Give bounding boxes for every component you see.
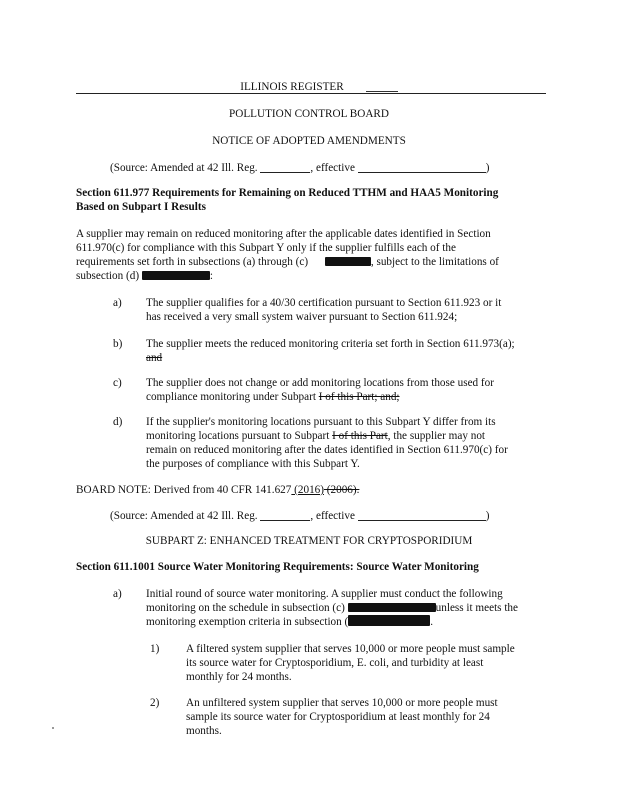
subitem-1-line-3: monthly for 24 months.	[186, 671, 292, 683]
scan-speck	[52, 727, 54, 729]
section-977-para-1: A supplier may remain on reduced monitoring after the applicable dates identified in Section	[76, 228, 491, 240]
redaction-mark	[142, 271, 210, 280]
subpart-z-title: SUBPART Z: ENHANCED TREATMENT FOR CRYPTOSPORIDIUM	[145, 535, 473, 547]
header-rule	[76, 93, 546, 94]
item-1001a-line-1: Initial round of source water monitoring. A supplier must conduct the following	[146, 588, 503, 600]
board-note: BOARD NOTE: Derived from 40 CFR 141.627 (2016) (2006).	[76, 484, 360, 496]
source-line-1: (Source: Amended at 42 Ill. Reg. , effective )	[110, 162, 490, 174]
subitem-2-label: 2)	[150, 697, 160, 709]
subitem-1-label: 1)	[150, 643, 160, 655]
item-1001a-line-3: monitoring exemption criteria in subsection ( .	[146, 616, 434, 628]
subitem-1-line-2: its source water for Cryptosporidium, E. coli, and turbidity at least	[186, 657, 484, 669]
section-977-para-3: requirements set forth in subsections (a) through (c) , subject to the limitations of	[76, 256, 499, 268]
source-line-2: (Source: Amended at 42 Ill. Reg. , effective )	[110, 510, 490, 522]
reg-blank	[260, 510, 310, 521]
item-1001a-label: a)	[113, 588, 122, 600]
item-d-line-1: If the supplier's monitoring locations pursuant to this Subpart Y differ from its	[146, 416, 496, 428]
item-1001a-line-2: monitoring on the schedule in subsection (c) unless it meets the	[146, 602, 518, 614]
item-d-line-4: the purposes of compliance with this Subpart Y.	[146, 458, 360, 470]
item-d-label: d)	[113, 416, 123, 428]
item-b-line-1: The supplier meets the reduced monitoring criteria set forth in Section 611.973(a);	[146, 338, 515, 350]
item-d-line-3: remain on reduced monitoring after the dates identified in Section 611.970(c) for	[146, 444, 508, 456]
item-a-line-1: The supplier qualifies for a 40/30 certification pursuant to Section 611.923 or it	[146, 297, 502, 309]
item-c-line-1: The supplier does not change or add monitoring locations from those used for	[146, 377, 494, 389]
reg-blank	[260, 162, 310, 173]
section-977-para-4: subsection (d) :	[76, 270, 213, 282]
redaction-mark	[325, 257, 371, 266]
subitem-1-line-1: A filtered system supplier that serves 10,000 or more people must sample	[186, 643, 515, 655]
header-rule-mark	[366, 91, 398, 92]
item-c-label: c)	[113, 377, 122, 389]
subitem-2-line-1: An unfiltered system supplier that serves 10,000 or more people must	[186, 697, 498, 709]
subitem-2-line-2: sample its source water for Cryptosporidium at least monthly for 24	[186, 711, 490, 723]
effective-blank	[358, 510, 486, 521]
register-label: ILLINOIS REGISTER	[240, 81, 344, 93]
section-977-para-2: 611.970(c) for compliance with this Subpart Y only if the supplier fulfills each of the	[76, 242, 456, 254]
section-1001-heading: Section 611.1001 Source Water Monitoring Requirements: Source Water Monitoring	[76, 561, 479, 573]
effective-blank	[358, 162, 486, 173]
redaction-mark	[348, 603, 436, 612]
item-a-label: a)	[113, 297, 122, 309]
item-b-label: b)	[113, 338, 123, 350]
item-b-line-2: and	[146, 352, 163, 364]
redaction-mark	[348, 615, 430, 626]
section-977-heading-1: Section 611.977 Requirements for Remaining on Reduced TTHM and HAA5 Monitoring	[76, 187, 499, 199]
subitem-2-line-3: months.	[186, 725, 222, 737]
item-c-line-2: compliance monitoring under Subpart I of this Part; and;	[146, 391, 400, 403]
notice-title: NOTICE OF ADOPTED AMENDMENTS	[212, 135, 406, 147]
board-title: POLLUTION CONTROL BOARD	[229, 108, 389, 120]
item-d-line-2: monitoring locations pursuant to Subpart I of this Part, the supplier may not	[146, 430, 486, 442]
item-a-line-2: has received a very small system waiver pursuant to Section 611.924;	[146, 311, 458, 323]
register-title	[0, 80, 618, 94]
section-977-heading-2: Based on Subpart I Results	[76, 201, 206, 213]
